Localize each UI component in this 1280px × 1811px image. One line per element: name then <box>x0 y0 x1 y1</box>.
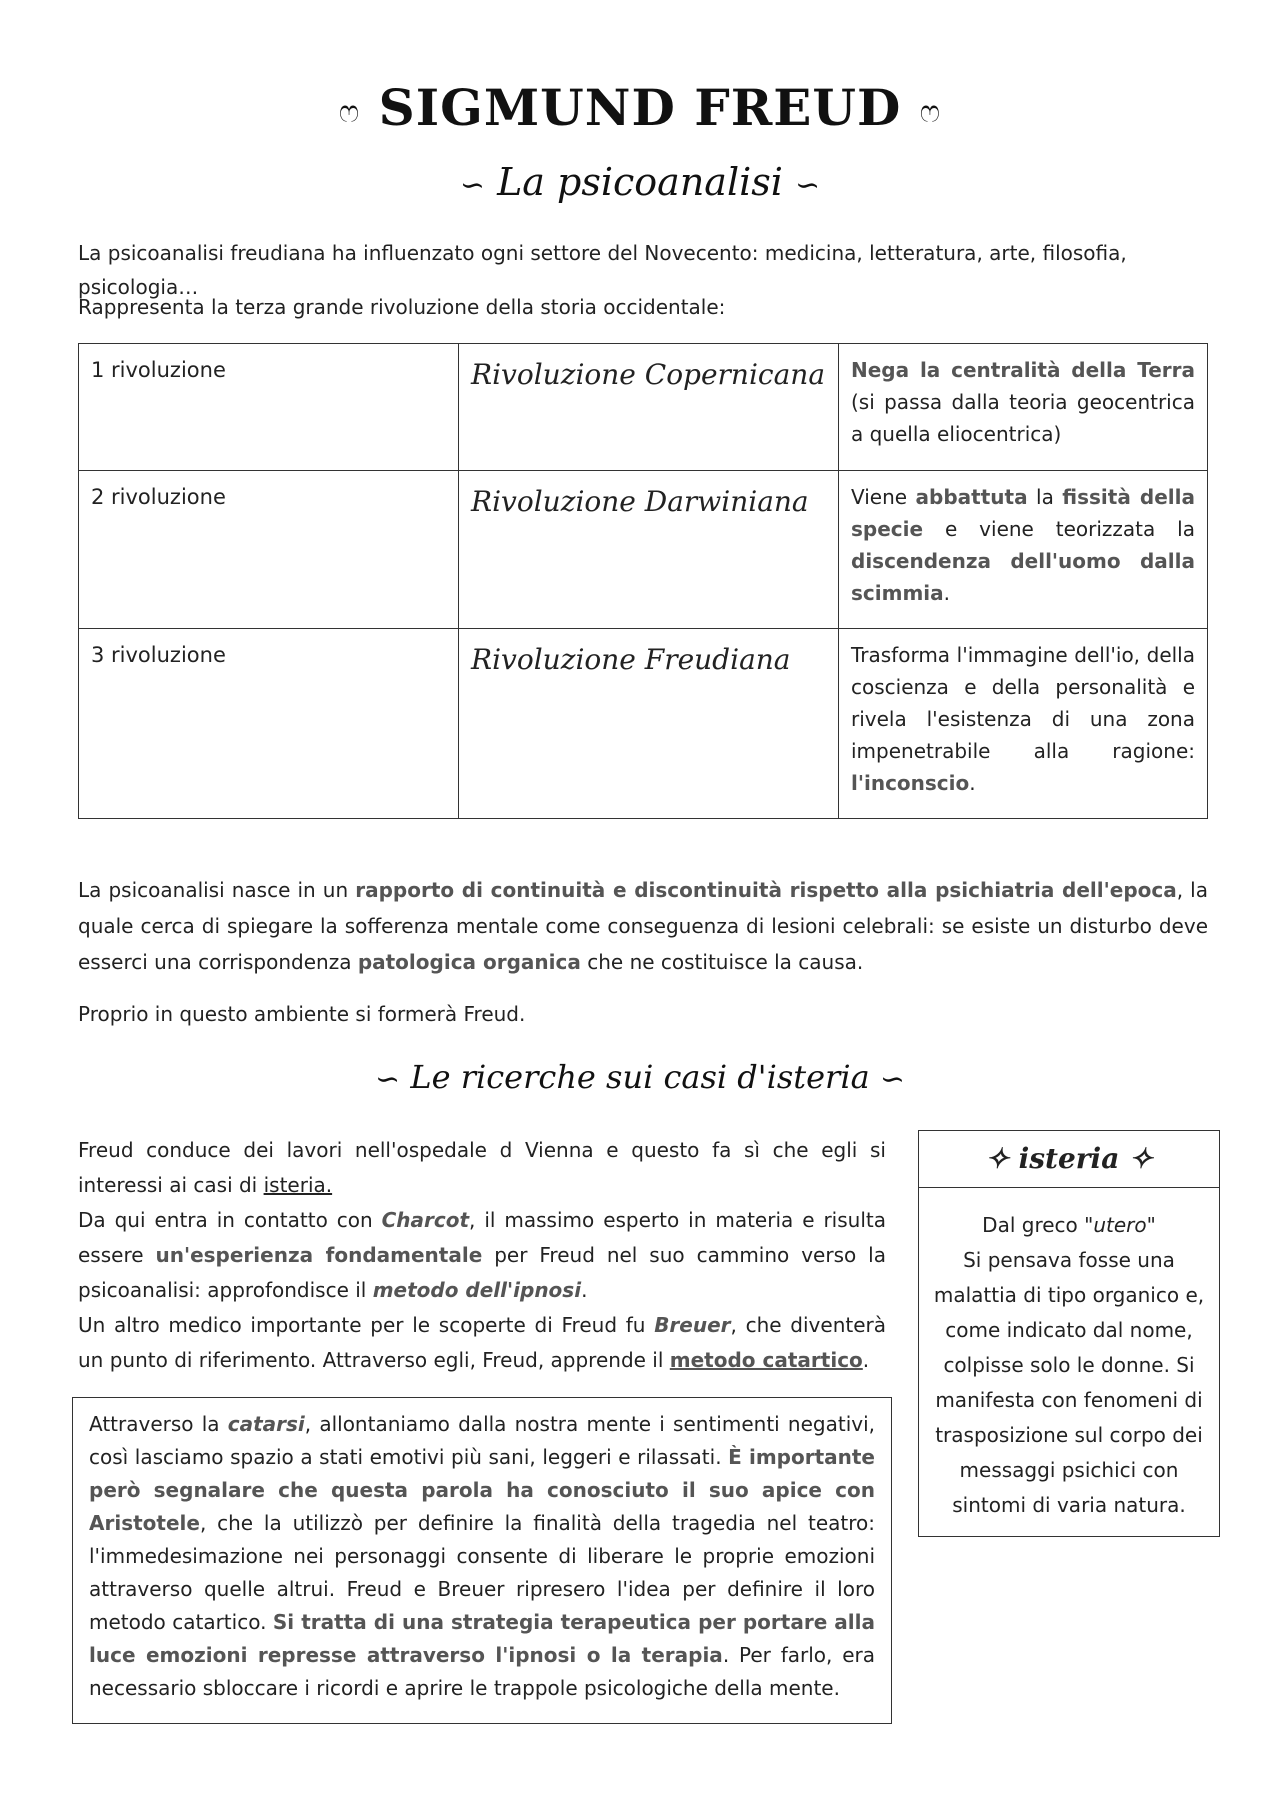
intro-paragraph-1: La psicoanalisi freudiana ha influenzato ogni settore del Novecento: medicina, letteratura, arte, filosofia, psicologia… <box>78 241 1127 299</box>
page-title <box>0 78 1280 137</box>
ornament-left-icon: ෆ <box>338 94 361 130</box>
description-text: (si passa dalla teoria geocentrica a quella eliocentrica) <box>851 390 1195 446</box>
description-text: Viene <box>851 485 916 509</box>
title-text: SIGMUND FREUD <box>378 78 902 137</box>
curl-left-icon: ∽ <box>375 1062 401 1097</box>
revolution-description <box>839 471 1208 629</box>
paragraph-text: per Freud nel suo cammino verso la psicoanalisi: approfondisce il <box>78 1243 886 1302</box>
box-body <box>73 1398 891 1715</box>
highlight: patologica organica <box>357 950 581 974</box>
section-heading-psicoanalisi <box>0 160 1280 204</box>
description-text: e viene teorizzata la <box>923 517 1195 541</box>
continuity-paragraph <box>78 872 1208 980</box>
box-term: "utero" <box>1084 1213 1156 1237</box>
sparkle-left-icon: ✧ <box>985 1142 1009 1175</box>
highlight: discendenza dell'uomo dalla scimmia <box>851 549 1195 605</box>
paragraph-text: , che diventerà un punto di riferimento. Attraverso egli, Freud, apprende il <box>78 1313 887 1372</box>
highlight: metodo catartico <box>669 1348 863 1372</box>
box-text: , allontaniamo dalla nostra mente i sentimenti negativi, così lasciamo spazio a stati emotivi più sani, leggeri e rilassati. <box>89 1412 875 1469</box>
underlined-term: isteria. <box>263 1173 333 1197</box>
highlight: Nega la centralità della Terra <box>851 358 1195 382</box>
revolution-number: 3 rivoluzione <box>79 629 459 819</box>
highlight: metodo dell'ipnosi <box>372 1278 582 1302</box>
paragraph-text: Freud conduce dei lavori nell'ospedale d Vienna e questo fa sì che egli si interessi ai casi di <box>78 1138 886 1197</box>
paragraph-text: , il massimo esperto in materia e risulta essere <box>78 1208 886 1267</box>
section-heading-text: La psicoanalisi <box>497 160 783 204</box>
revolution-description <box>839 344 1208 471</box>
revolutions-table <box>78 343 1208 819</box>
paragraph-text: La psicoanalisi nasce in un <box>78 878 356 902</box>
paragraph-text: Da qui entra in contatto con <box>78 1208 382 1232</box>
highlight: rapporto di continuità e discontinuità rispetto alla psichiatria dell'epoca <box>355 878 1177 902</box>
box-text: , che la utilizzò per definire la finalità della tragedia nel teatro: l'immedesimazione nei personaggi consente di liberare le proprie emozioni attraverso quelle altrui. Freud e Breuer ripresero l'idea per definire il loro metodo catartico. <box>89 1511 875 1634</box>
revolution-name: Rivoluzione Darwiniana <box>459 471 839 629</box>
highlight: È importante però segnalare che questa parola ha conosciuto il suo apice con Aristotele <box>89 1445 875 1535</box>
box-title: isteria <box>1018 1142 1120 1175</box>
box-header <box>919 1131 1219 1188</box>
box-text: Dal greco <box>982 1213 1085 1237</box>
freud-formation-paragraph: Proprio in questo ambiente si formerà Freud. <box>78 1002 526 1026</box>
revolution-name: Rivoluzione Freudiana <box>459 629 839 819</box>
section-heading-isteria <box>0 1058 1280 1097</box>
highlight: abbattuta <box>915 485 1028 509</box>
curl-right-icon: ∽ <box>879 1062 905 1097</box>
highlight: fissità della specie <box>851 485 1195 541</box>
paragraph-text: , la quale cerca di spiegare la sofferenza mentale come conseguenza di lesioni celebrali: se esiste un disturbo deve esserci una corrispondenza <box>78 878 1208 974</box>
description-text: Trasforma l'immagine dell'io, della coscienza e della personalità e rivela l'esistenza di una zona impenetrabile alla ragione: <box>851 643 1195 763</box>
description-text: . <box>943 581 951 605</box>
description-text: . <box>969 771 976 795</box>
box-body <box>919 1188 1219 1543</box>
highlight: catarsi <box>227 1412 305 1436</box>
revolution-description <box>839 629 1208 819</box>
isteria-definition-box <box>918 1130 1220 1537</box>
table-row <box>79 629 1208 819</box>
section-heading-text: Le ricerche sui casi d'isteria <box>410 1058 870 1096</box>
curl-right-icon: ∽ <box>795 168 821 203</box>
revolution-name: Rivoluzione Copernicana <box>459 344 839 471</box>
revolution-number: 1 rivoluzione <box>79 344 459 471</box>
paragraph-text: . <box>862 1348 870 1372</box>
highlight: Charcot <box>381 1208 470 1232</box>
catarsi-box <box>72 1397 892 1724</box>
highlight: Si tratta di una strategia terapeutica per portare alla luce emozioni represse attraverso l'ipnosi o la terapia <box>89 1610 875 1667</box>
curl-left-icon: ∽ <box>459 168 485 203</box>
isteria-paragraph <box>78 1133 886 1378</box>
ornament-right-icon: ෆ <box>919 94 942 130</box>
paragraph-text: Un altro medico importante per le scoperte di Freud fu <box>78 1313 655 1337</box>
box-text: Si pensava fosse una malattia di tipo organico e, come indicato dal nome, colpisse solo le donne. Si manifesta con fenomeni di trasposizione sul corpo dei messaggi psichici con sintomi di varia natura. <box>933 1248 1205 1517</box>
description-text: la <box>1027 485 1063 509</box>
revolution-number: 2 rivoluzione <box>79 471 459 629</box>
intro-paragraph-2: Rappresenta la terza grande rivoluzione della storia occidentale: <box>78 295 726 319</box>
sparkle-right-icon: ✧ <box>1129 1142 1153 1175</box>
table-row <box>79 344 1208 471</box>
paragraph-text: . <box>581 1278 588 1302</box>
highlight: un'esperienza fondamentale <box>155 1243 483 1267</box>
box-text: . Per farlo, era necessario sbloccare i ricordi e aprire le trappole psicologiche della mente. <box>89 1643 875 1700</box>
box-text: Attraverso la <box>89 1412 228 1436</box>
highlight: Breuer <box>654 1313 731 1337</box>
highlight: l'inconscio <box>851 771 970 795</box>
table-row <box>79 471 1208 629</box>
paragraph-text: che ne costituisce la causa. <box>580 950 864 974</box>
